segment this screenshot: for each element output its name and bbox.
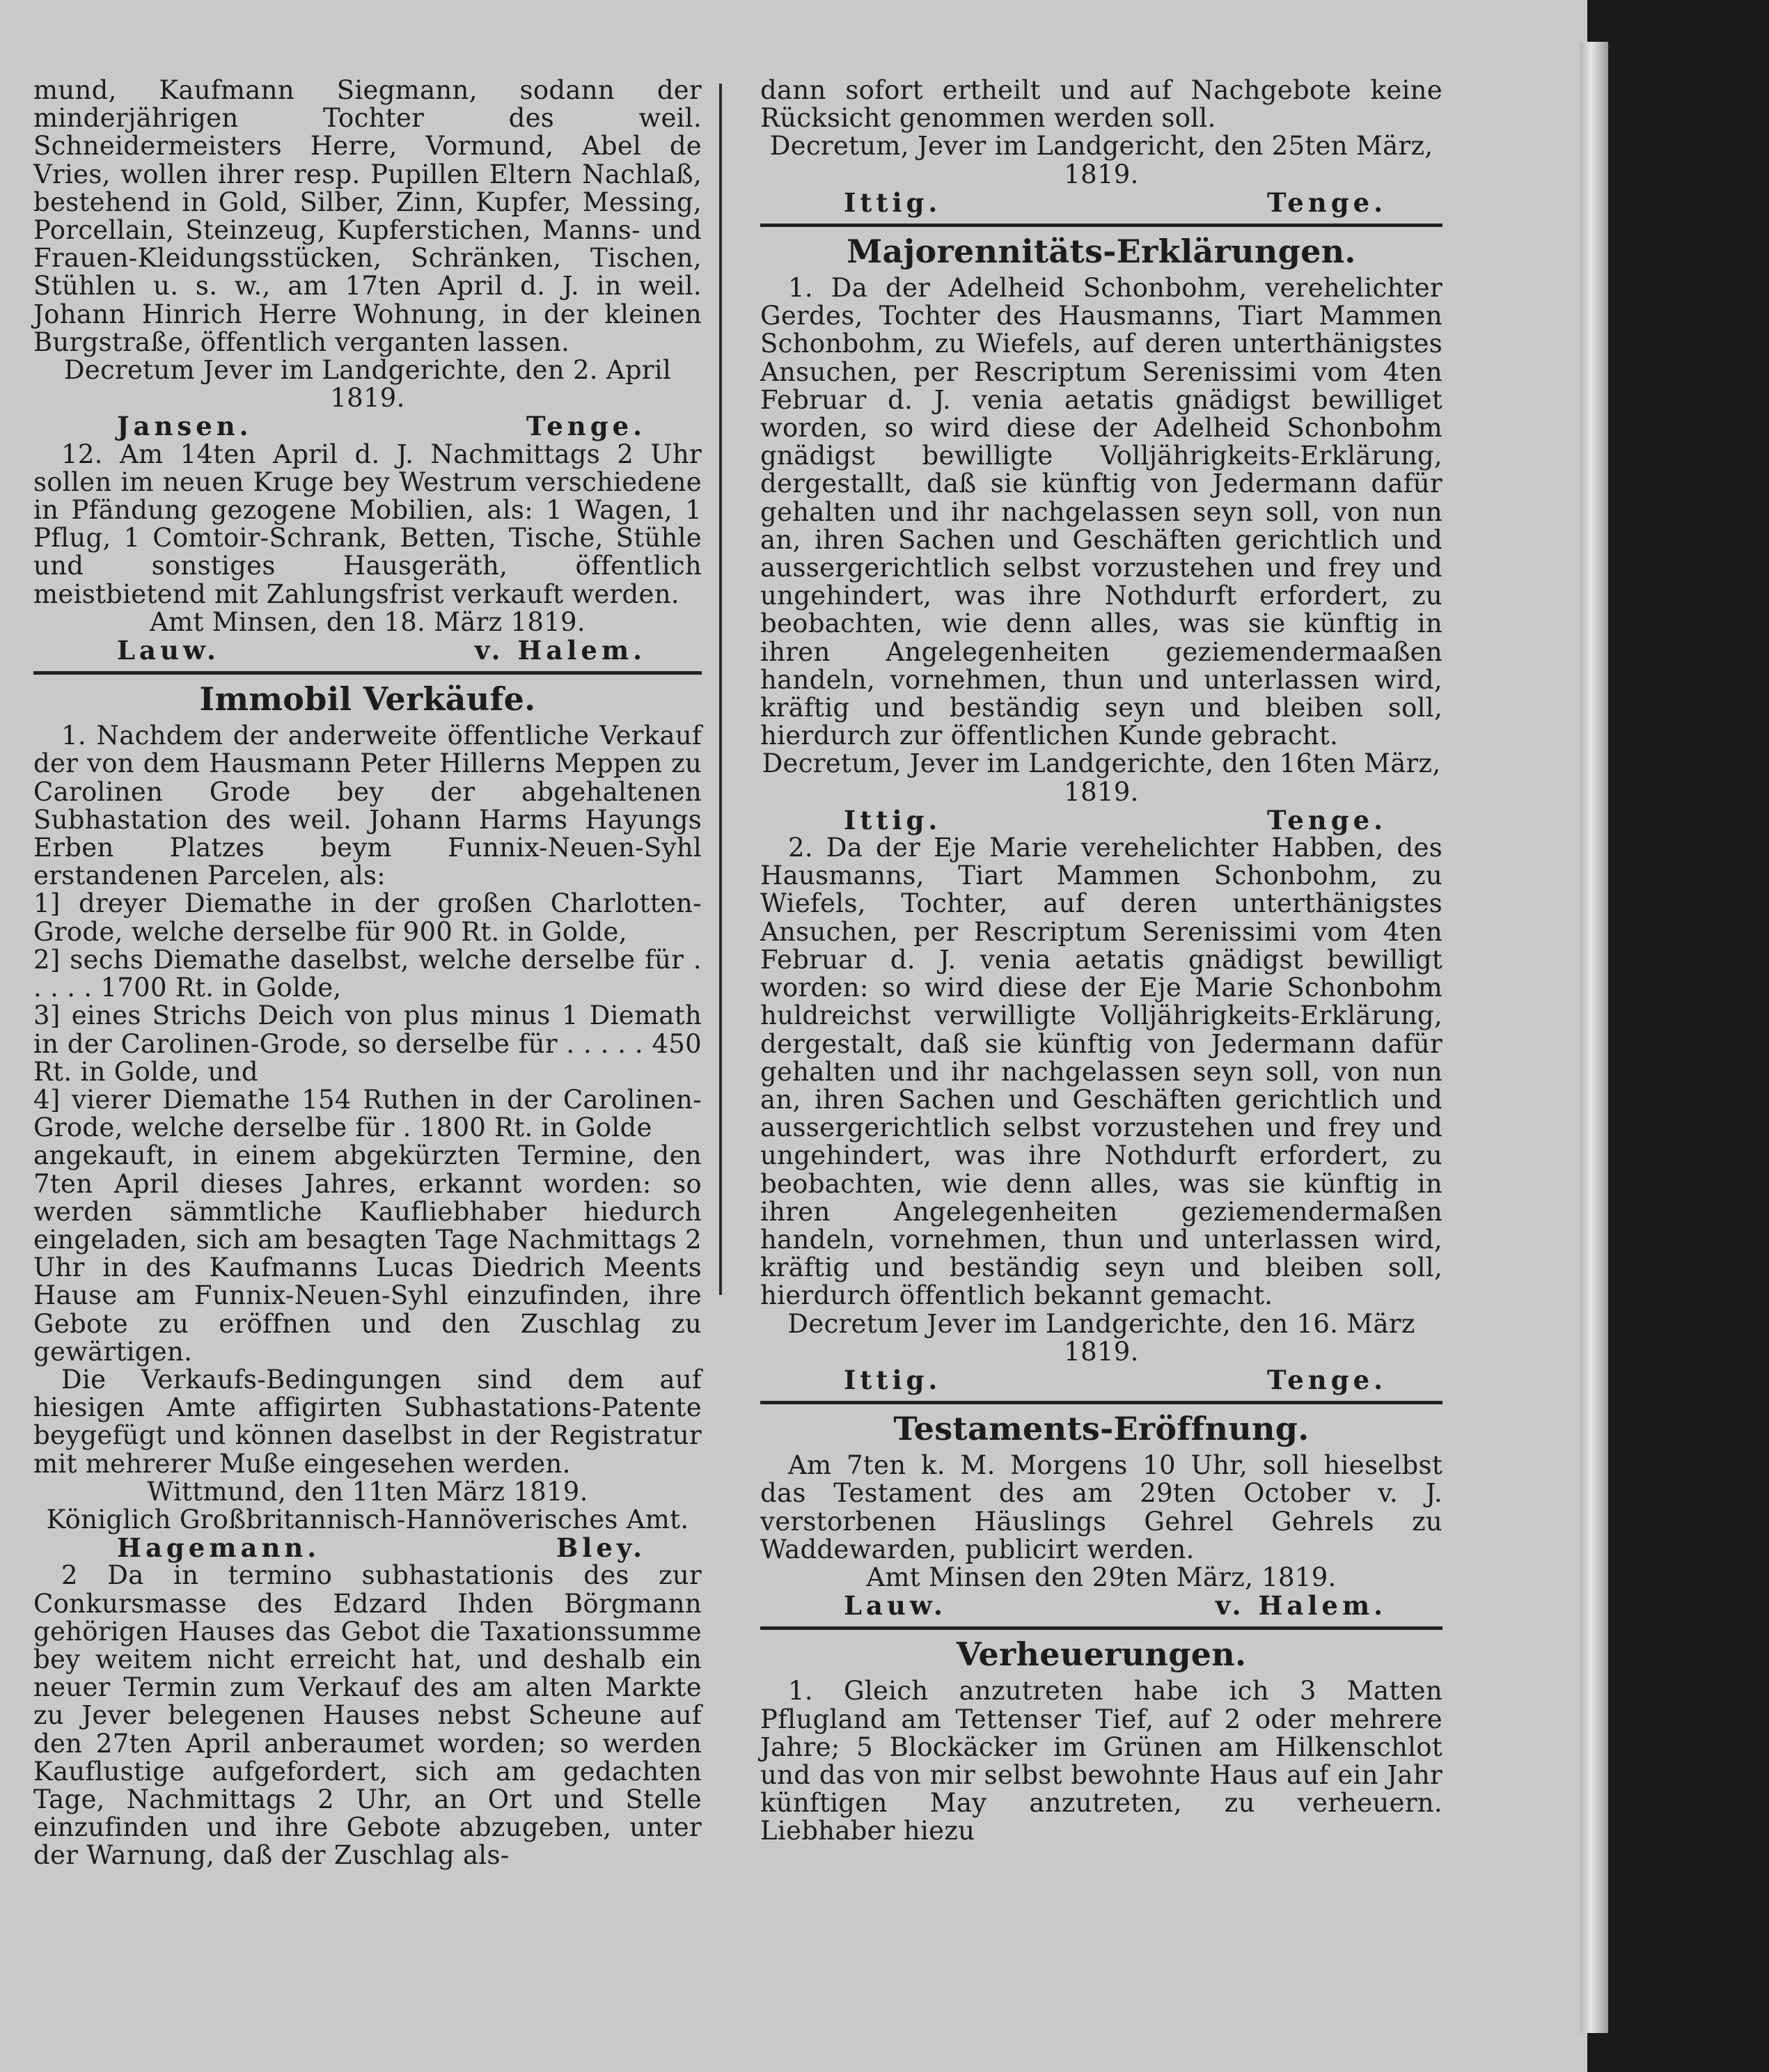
signature-row <box>33 1534 702 1562</box>
notice-text: 2 Da in termino subhastationis des zur Conkursmasse des Edzard Ihden Börgmann gehörigen Hauses das Gebot die Taxationssumme bey weitem nicht erreicht hat, und deshalb ein neuer Termin zum Verkauf des am alten Markte zu Jever belegenen Hauses nebst Scheune auf den 27ten April anberaumet worden; so werden Kauflustige aufgefordert, sich am gedachten Tage, Nachmittags 2 Uhr, an Ort und Stelle einzufinden und ihre Gebote abzugeben, unter der Warnung, daß der Zuschlag als- <box>33 1560 702 1871</box>
signature-row <box>33 412 702 440</box>
signature-row <box>760 1590 1442 1622</box>
decretum-line: Decretum Jever im Landgerichte, den 16. März 1819. <box>787 1308 1415 1367</box>
signature-row <box>760 806 1442 834</box>
list-item: 4] vierer Diemathe 154 Ruthen in der Carolinen-Grode, welche derselbe für . 1800 Rt. in Golde <box>33 1084 702 1143</box>
decretum-line: Amt Minsen den 29ten März, 1819. <box>866 1562 1337 1592</box>
section-heading: Verheuerungen. <box>760 1626 1442 1673</box>
notice-text: Am 7ten k. M. Morgens 10 Uhr, soll hieselbst das Testament des am 29ten October v. J. verstorbenen Häuslings Gehrel Gehrels zu Waddewarden, publicirt werden. <box>760 1450 1442 1564</box>
list-item: 1] dreyer Diemathe in der großen Charlotten-Grode, welche derselbe für 900 Rt. in Golde, <box>33 888 702 947</box>
left-column <box>33 77 702 1870</box>
list-item: 2] sechs Diemathe daselbst, welche derselbe für . . . . . 1700 Rt. in Golde, <box>33 944 702 1003</box>
section-heading: Testaments-Eröffnung. <box>760 1401 1442 1447</box>
notice-text: 12. Am 14ten April d. J. Nachmittags 2 Uhr sollen im neuen Kruge bey Westrum verschiedene in Pfändung gezogene Mobilien, als: 1 Wagen, 1 Pflug, 1 Comtoir-Schrank, Betten, Tische, Stühle und sonstiges Hausgeräth, öffentlich meistbietend mit Zahlungsfrist verkauft werden. <box>33 439 702 609</box>
signature-left: Ittig. <box>844 187 942 218</box>
signature-row <box>760 1366 1442 1394</box>
column-divider <box>719 84 722 1295</box>
notice-text: 2. Da der Eje Marie verehelichter Habben, des Hausmanns, Tiart Mammen Schonbohm, zu Wiefels, Tochter, auf deren unterthänigstes Ansuchen, per Rescriptum Serenissimi vom 4ten Februar d. J. venia aetatis gnädigst bewilligt worden: so wird diese der Eje Marie Schonbohm huldreichst verwilligte Volljährigkeits-Erklärung, dergestalt, daß sie künftig von Jedermann dafür gehalten und ihr nachgelassen seyn soll, von nun an, ihren Sachen und Geschäften gerichtlich und aussergerichtlich selbst vorzustehen und frey und ungehindert, was ihre Nothdurft erfordert, zu beobachten, wie denn alles, was sie künftig in ihren Angelegenheiten geziemendermaßen handeln, vornehmen, thun und unterlassen wird, kräftig und beständig seyn und bleiben soll, hierdurch öffentlich bekannt gemacht. <box>760 833 1442 1311</box>
signature-right: v. Halem. <box>1215 1590 1387 1622</box>
notice-text: Die Verkaufs-Bedingungen sind dem auf hiesigen Amte affigirten Subhastations-Patente beygefügt und können daselbst in der Registratur mit mehrerer Muße eingesehen werden. <box>33 1364 702 1479</box>
signature-row <box>760 189 1442 217</box>
notice-text: mund, Kaufmann Siegmann, sodann der minderjährigen Tochter des weil. Schneidermeisters Herre, Vormund, Abel de Vries, wollen ihrer resp. Pupillen Eltern Nachlaß, bestehend in Gold, Silber, Zinn, Kupfer, Messing, Porcellain, Steinzeug, Kupferstichen, Manns- und Frauen-Kleidungsstücken, Schränken, Tischen, Stühlen u. s. w., am 17ten April d. J. in weil. Johann Hinrich Herre Wohnung, in der kleinen Burgstraße, öffentlich verganten lassen. <box>33 75 702 357</box>
signature-left: Hagemann. <box>117 1532 321 1564</box>
signature-left: Lauw. <box>844 1590 947 1622</box>
section-heading: Immobil Verkäufe. <box>33 671 702 718</box>
notice-text: 1. Nachdem der anderweite öffentliche Verkauf der von dem Hausmann Peter Hillerns Meppen zu Carolinen Grode bey der abgehaltenen Subhastation des weil. Johann Harms Hayungs Erben Platzes beym Funnix-Neuen-Syhl erstandenen Parcelen, als: <box>33 721 702 891</box>
decretum-line: Amt Minsen, den 18. März 1819. <box>150 606 585 637</box>
decretum-line: Decretum, Jever im Landgericht, den 25ten März, 1819. <box>769 131 1433 189</box>
signature-right: Tenge. <box>1266 1364 1387 1395</box>
signature-right: Bley. <box>556 1532 646 1564</box>
signature-right: Tenge. <box>526 411 646 442</box>
signature-left: Jansen. <box>117 411 253 442</box>
decretum-line: Decretum, Jever im Landgerichte, den 16ten März, 1819. <box>762 748 1441 807</box>
office-line: Königlich Großbritannisch-Hannöverisches Amt. <box>46 1504 689 1535</box>
notice-text: angekauft, in einem abgekürzten Termine, den 7ten April dieses Jahres, erkannt worden: so werden sämmtliche Kaufliebhaber hiedurch eingeladen, sich am besagten Tage Nachmittags 2 Uhr in des Kaufmanns Lucas Diedrich Meents Hause am Funnix-Neuen-Syhl einzufinden, ihre Gebote zu eröffnen und den Zuschlag zu gewärtigen. <box>33 1140 702 1367</box>
place-date-line: Wittmund, den 11ten März 1819. <box>147 1476 588 1507</box>
signature-left: Ittig. <box>844 804 942 835</box>
signature-left: Lauw. <box>117 635 220 666</box>
page-edge <box>1580 42 1608 2033</box>
decretum-line: Decretum Jever im Landgerichte, den 2. April 1819. <box>63 355 672 414</box>
section-heading: Majorennitäts-Erklärungen. <box>760 223 1442 270</box>
signature-right: Tenge. <box>1266 187 1387 218</box>
right-column <box>760 77 1442 1846</box>
notice-text: 1. Gleich anzutreten habe ich 3 Matten Pflugland am Tettenser Tief, auf 2 oder mehrere Jahre; 5 Blockäcker im Grünen am Hilkenschlot und das von mir selbst bewohnte Haus auf ein Jahr künftigen May anzutreten, zu verheuern. Liebhaber hiezu <box>760 1676 1442 1846</box>
notice-text: 1. Da der Adelheid Schonbohm, verehelichter Gerdes, Tochter des Hausmanns, Tiart Mammen Schonbohm, zu Wiefels, auf deren unterthänigstes Ansuchen, per Rescriptum Serenissimi vom 4ten Februar d. J. venia aetatis gnädigst bewilliget worden, so wird diese der Adelheid Schonbohm gnädigst bewilligte Volljährigkeits-Erklärung, dergestallt, daß sie künftig von Jedermann dafür gehalten und ihr nachgelassen seyn soll, von nun an, ihren Sachen und Geschäften gerichtlich und aussergerichtlich selbst vorzustehen und frey und ungehindert, was ihre Nothdurft erfordert, zu beobachten, wie denn alles, was sie künftig in ihren Angelegenheiten geziemendermaaßen handeln, vornehmen, thun und unterlassen wird, kräftig und beständig seyn und bleiben soll, hierdurch zur öffentlichen Kunde gebracht. <box>760 273 1442 751</box>
signature-right: Tenge. <box>1266 804 1387 835</box>
signature-left: Ittig. <box>844 1364 942 1395</box>
notice-text: dann sofort ertheilt und auf Nachgebote keine Rücksicht genommen werden soll. <box>760 75 1442 134</box>
list-item: 3] eines Strichs Deich von plus minus 1 Diemath in der Carolinen-Grode, so derselbe für . . . . . 450 Rt. in Golde, und <box>33 1000 702 1087</box>
signature-row <box>33 636 702 664</box>
signature-right: v. Halem. <box>474 635 646 666</box>
